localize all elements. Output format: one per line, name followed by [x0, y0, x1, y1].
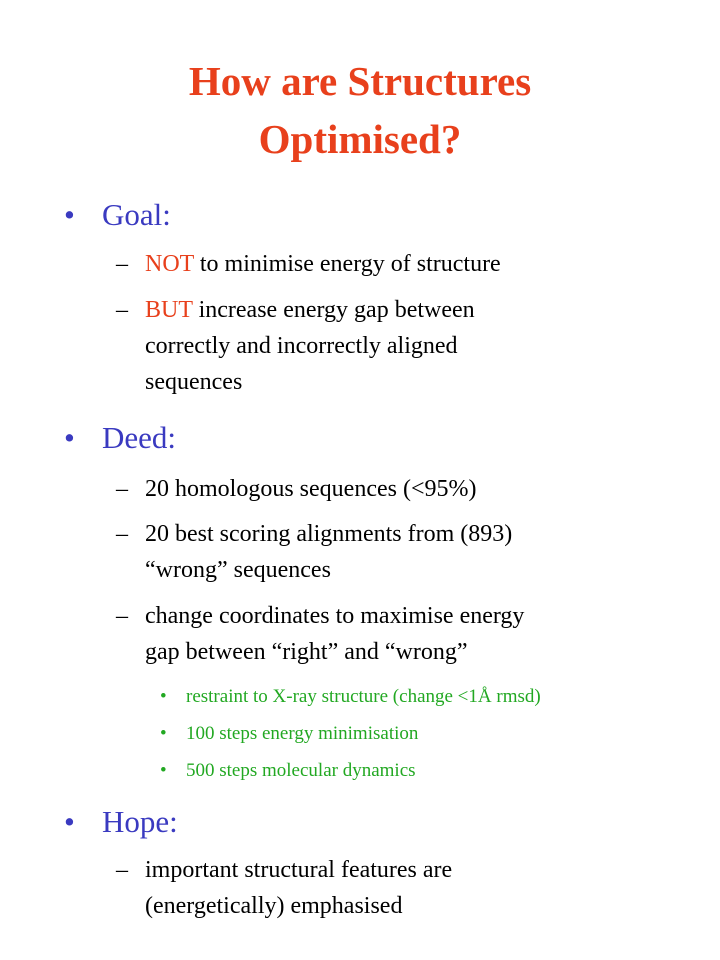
keyword-but: BUT [145, 297, 193, 323]
dash-icon: – [116, 603, 128, 629]
dash-icon: – [116, 521, 128, 547]
title-line-2: Optimised? [258, 116, 462, 162]
bullet-icon: • [160, 760, 167, 781]
item-text: increase energy gap between [192, 297, 475, 323]
bullet-icon: • [64, 197, 75, 232]
bullet-icon: • [64, 804, 75, 839]
title-line-1: How are Structures [188, 58, 532, 104]
slide-title [0, 52, 720, 168]
bullet-icon: • [160, 723, 167, 744]
keyword-not: NOT [145, 251, 194, 277]
bullet-icon: • [160, 686, 167, 707]
dash-icon: – [116, 251, 128, 277]
dash-icon: – [116, 857, 128, 883]
heading-deed: Deed: [102, 420, 177, 455]
dash-icon: – [116, 476, 128, 502]
bullet-icon: • [64, 420, 75, 455]
item-text: to minimise energy of structure [193, 251, 501, 277]
heading-goal: Goal: [102, 197, 171, 232]
dash-icon: – [116, 297, 128, 323]
heading-hope: Hope: [102, 804, 178, 839]
